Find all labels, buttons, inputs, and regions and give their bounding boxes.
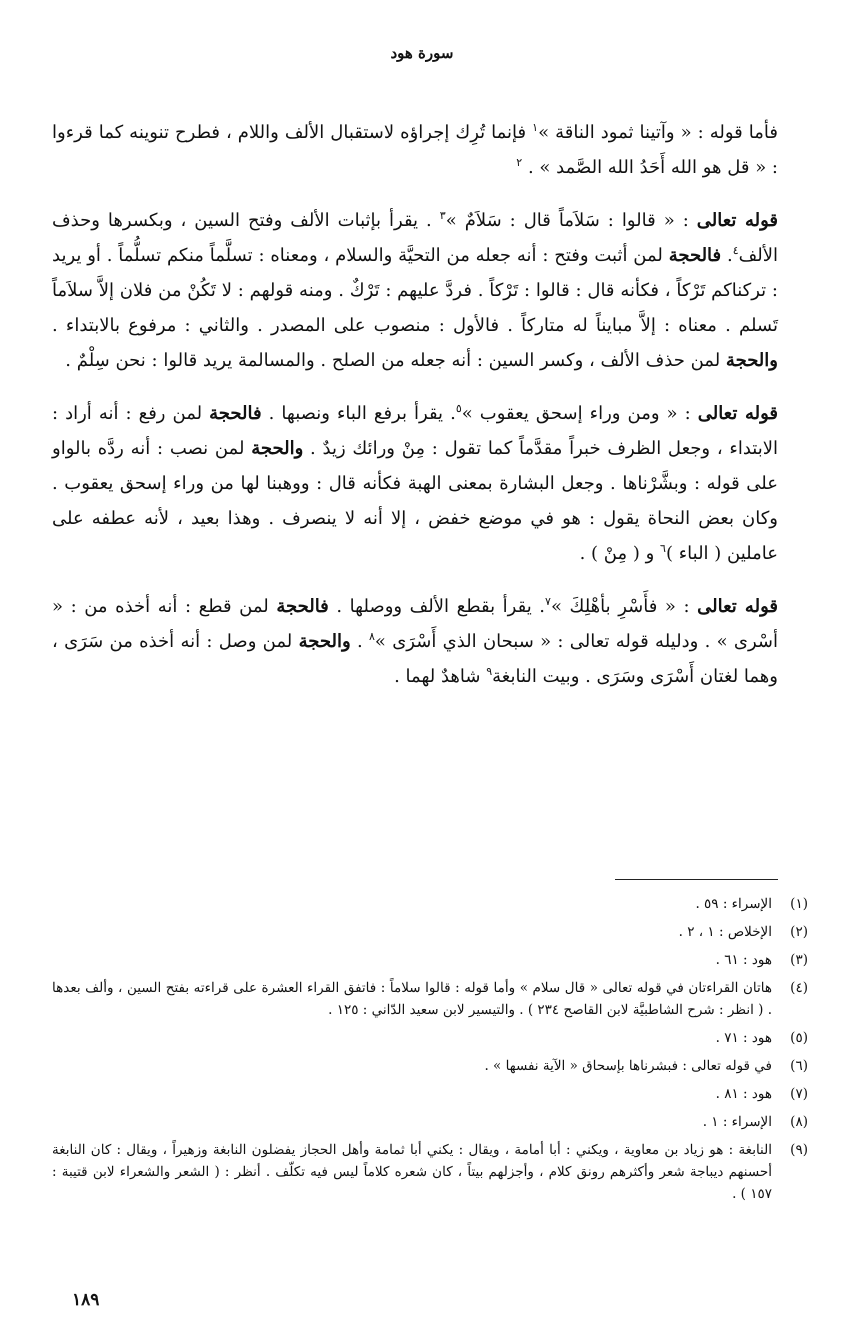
footnote-ref: ٤ xyxy=(732,244,739,257)
text-run: شاهدٌ لهما . xyxy=(394,666,487,687)
footnotes xyxy=(52,893,808,1211)
footnote xyxy=(52,1111,808,1133)
argument-keyword: فالحجة xyxy=(668,245,722,266)
footnote xyxy=(52,893,808,915)
footnote-text: هاتان القراءتان في قوله تعالى « قال سلام » وأما قوله : قالوا سلاماً : فاتفق القراء العشرة على قراءته بفتح السين ، وألف بعدها . ( انظر : شرح الشاطبيَّة لابن القاصح ٢٣٤ ) . والتيسير لابن سعيد الدّاني : ١٢٥ . xyxy=(52,980,772,1018)
argument-keyword: فالحجة xyxy=(276,596,329,617)
footnote-ref: ٣ xyxy=(439,209,446,222)
footnote-text: في قوله تعالى : فبشرناها بإسحاق « الآية نفسها » . xyxy=(484,1058,772,1074)
footnote-ref: ٨ xyxy=(368,630,375,643)
footnote-number: (٢) xyxy=(790,924,808,940)
footnote-text: النابغة : هو زياد بن معاوية ، ويكني : أبا أمامة ، ويقال : يكني أبا ثمامة وأهل الحجاز يفضلون النابغة وزهيراً ، ويقال : كان النابغة أحسنهم ديباجة شعر وأكثرهم رونق كلام ، وأجزلهم بيتاً ، كان شعره كلاماً ليس فيه تكلّف . أنظر : ( الشعر والشعراء لابن قتيبة : ١٥٧ ) . xyxy=(52,1142,772,1202)
argument-keyword: والحجة xyxy=(725,350,778,371)
text-run: : « ومن وراء إسحق يعقوب » xyxy=(461,403,698,424)
footnote xyxy=(52,977,808,1021)
footnote-text: الإسراء : ٥٩ . xyxy=(695,896,772,912)
text-run: . يقرأ بقطع الألف ووصلها . xyxy=(328,596,546,617)
paragraph-4 xyxy=(52,589,778,694)
footnote-text: هود : ٨١ . xyxy=(715,1086,772,1102)
footnote-text: الإخلاص : ١ ، ٢ . xyxy=(678,924,772,940)
text-run: . xyxy=(721,245,733,266)
text-run: و ( مِنْ ) . xyxy=(579,543,661,564)
footnote-ref: ٥ xyxy=(455,402,462,415)
verse-heading: قوله تعالى xyxy=(697,596,778,617)
argument-keyword: فالحجة xyxy=(209,403,262,424)
footnote xyxy=(52,949,808,971)
text-run: لمن قطع : أنه أخذه من : « أسْرى » . ودليله قوله تعالى : « سبحان الذي أَسْرَى » xyxy=(52,596,779,652)
footnote-number: (٣) xyxy=(790,952,808,968)
paragraph-3 xyxy=(52,396,778,571)
footnote-text: هود : ٧١ . xyxy=(715,1030,772,1046)
text-run: . يقرأ برفع الباء ونصبها . xyxy=(261,403,456,424)
argument-keyword: والحجة xyxy=(251,438,304,459)
footnote xyxy=(52,1139,808,1205)
footnote-text: هود : ٦١ . xyxy=(715,952,772,968)
footnote xyxy=(52,1055,808,1077)
text-run: . xyxy=(350,631,369,652)
text-run: لمن وصل : أنه أخذه من سَرَى ، وهما لغتان أَسْرَى وسَرَى . وبيت النابغة xyxy=(52,631,778,687)
text-run: فأما قوله : « وآتينا ثمود الناقة » xyxy=(538,122,778,143)
footnote-number: (١) xyxy=(790,896,808,912)
footnote-number: (٧) xyxy=(790,1086,808,1102)
footnote-ref: ٢ xyxy=(516,156,523,169)
text-run: : « قالوا : سَلاَماً قال : سَلاَمٌ » xyxy=(445,210,697,231)
running-head: سورة هود xyxy=(390,44,454,62)
footnote-number: (٨) xyxy=(790,1114,808,1130)
argument-keyword: والحجة xyxy=(298,631,351,652)
footnote-text: الإسراء : ١ . xyxy=(702,1114,772,1130)
text-run: : « فأَسْرِ بأهْلِكَ » xyxy=(550,596,698,617)
paragraph-2 xyxy=(52,203,778,378)
footnote-ref: ١ xyxy=(532,121,539,134)
main-text xyxy=(52,115,778,712)
footnote xyxy=(52,1083,808,1105)
footnote xyxy=(52,1027,808,1049)
footnote-number: (٤) xyxy=(790,980,808,996)
text-run: لمن أثبت وفتح : أنه جعله من التحيَّة والسلام ، ومعناه : تسلَّماً منكم تسلُّماً . أو يريد : تركناكم تَرْكاً ، فكأنه قال : قالوا : تَرْكاً . فردَّ عليهم : تَرْكٌ . ومنه قولهم : لا تَكُنْ من فلان إلاَّ سلاَماً تَسلم . معناه : إلاَّ مبايناً له متاركاً . فالأول : منصوب على المصدر . والثاني : مرفوع بالابتداء . xyxy=(52,245,778,336)
page-number: ١٨٩ xyxy=(72,1290,100,1310)
footnote-number: (٥) xyxy=(790,1030,808,1046)
text-run: لمن حذف الألف ، وكسر السين : أنه جعله من الصلح . والمسالمة يريد قالوا : نحن سِلْمٌ . xyxy=(65,350,726,371)
text-run: لمن رفع : أنه أراد : الابتداء ، وجعل الظرف خبراً مقدَّماً كما تقول : مِنْ ورائك زيدٌ . xyxy=(52,403,778,459)
footnote xyxy=(52,921,808,943)
footnote-ref: ٦ xyxy=(660,542,666,555)
verse-heading: قوله تعالى xyxy=(696,210,779,231)
footnote-number: (٦) xyxy=(790,1058,808,1074)
text-run: لمن نصب : أنه ردَّه بالواو على قوله : وبشَّرْناها . وجعل البشارة بمعنى الهبة فكأنه قال : ووهبنا لها من وراء إسحق يعقوب . وكان بعض النحاة يقول : هو في موضع خفض ، إلا أنه لا ينصرف . وهذا بعيد ، لأنه عطفه على عاملين ( الباء ) xyxy=(52,438,778,564)
text-run: . يقرأ بإثبات الألف وفتح السين ، وبكسرها وحذف الألف xyxy=(52,210,778,266)
verse-heading: قوله تعالى xyxy=(697,403,778,424)
paragraph-1 xyxy=(52,115,778,185)
footnote-number: (٩) xyxy=(790,1142,808,1158)
footnote-ref: ٧ xyxy=(545,595,551,608)
footnote-ref: ٩ xyxy=(486,665,493,678)
text-run: فإنما تُرِك إجراؤه لاستقبال الألف واللام ، فطرح تنوينه كما قرءوا : « قل هو الله أَحَدُ الله الصَّمد » . xyxy=(52,122,778,178)
footnote-divider xyxy=(615,879,778,880)
